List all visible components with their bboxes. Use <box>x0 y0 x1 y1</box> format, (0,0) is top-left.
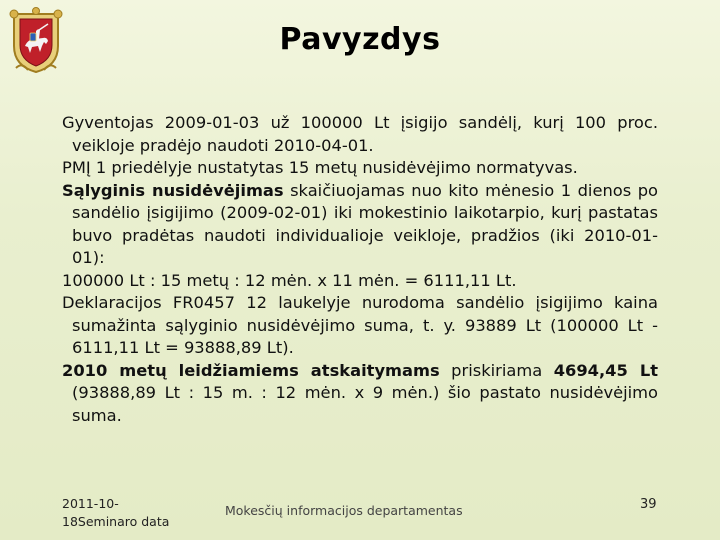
slide-title: Pavyzdys <box>279 22 441 57</box>
deductions-amount: 4694,45 Lt <box>553 360 658 380</box>
deductions-term: 2010 metų leidžiamiems atskaitymams <box>62 360 440 380</box>
footer-organization: Mokesčių informacijos departamentas <box>225 503 463 518</box>
page-number: 39 <box>640 497 657 512</box>
footer-event-label: Seminaro data <box>77 514 170 529</box>
paragraph-deductions <box>62 360 658 428</box>
paragraph-normative: PMĮ 1 priedėlyje nustatytas 15 metų nusidėvėjimo normatyvas. <box>62 158 578 177</box>
paragraph-purchase: Gyventojas 2009-01-03 už 100000 Lt įsigijo sandėlį, kurį 100 proc. veikloje pradėjo naudoti 2010-04-01. <box>62 113 658 155</box>
paragraph-conditional-depreciation <box>62 180 658 270</box>
deductions-text: (93888,89 Lt : 15 m. : 12 mėn. x 9 mėn.) šio pastato nusidėvėjimo suma. <box>72 383 658 425</box>
slide-body <box>62 112 658 427</box>
footer-date-value: 2011-10-18 <box>62 496 119 529</box>
paragraph-calculation: 100000 Lt : 15 metų : 12 mėn. x 11 mėn. = 6111,11 Lt. <box>62 270 517 290</box>
footer-date <box>62 495 192 531</box>
conditional-depreciation-term: Sąlyginis nusidėvėjimas <box>62 180 284 200</box>
paragraph-declaration: Deklaracijos FR0457 12 laukelyje nurodoma sandėlio įsigijimo kaina sumažinta sąlyginio nusidėvėjimo suma, t. y. 93889 Lt (100000 Lt - 6111,11 Lt = 93888,89 Lt). <box>62 293 658 357</box>
conditional-depreciation-text: skaičiuojamas nuo kito mėnesio 1 dienos po sandėlio įsigijimo (2009-02-01) iki mokestinio laikotarpio, kurį pastatas buvo pradėtas naudoti individualioje veikloje, pradžios (iki 2010-01-01): <box>72 180 658 267</box>
deductions-mid: priskiriama <box>439 360 554 380</box>
